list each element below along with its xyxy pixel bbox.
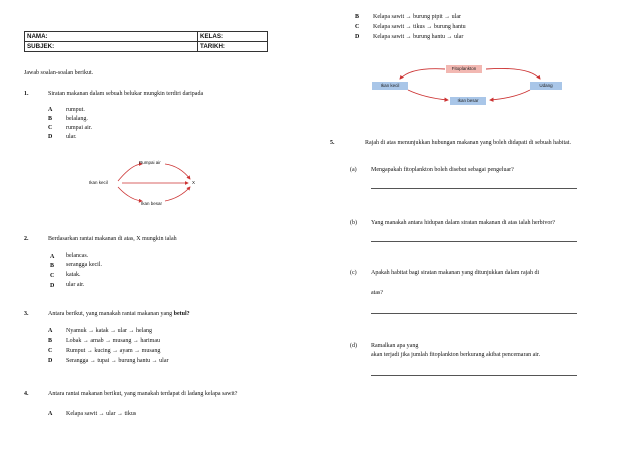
q4-option-letter: A	[48, 411, 53, 417]
q4-option-text: Kelapa sawit → ular → tikus	[66, 411, 137, 417]
q5-diagram-right: Udang	[530, 82, 562, 90]
q3-text: Antara berikut, yang manakah rantai makanan yang betul?	[48, 311, 190, 317]
q1-number: 1.	[24, 91, 29, 97]
q1-diagram-right: X	[192, 180, 196, 185]
q3-option-letter: B	[48, 338, 53, 344]
q3-option-letter: C	[48, 348, 53, 354]
q4-option-text: Kelapa sawit → burung pipit → ular	[373, 14, 461, 20]
q5-diagram-bottom: Ikan besar	[450, 97, 486, 105]
q1-option-text: rumput.	[66, 107, 85, 113]
q4-option-letter: C	[355, 24, 360, 30]
q5d-answer-line[interactable]	[371, 375, 577, 376]
q3-option-letter: A	[48, 328, 53, 334]
q4-option-letter: B	[355, 14, 360, 20]
q1-diagram-top: Rumpai air	[139, 160, 161, 165]
q2-option-text: serangga kecil.	[66, 262, 102, 268]
nama-field: NAMA:	[25, 32, 198, 42]
q5-part-label: (b)	[350, 220, 357, 226]
q5-part-text-cont: akan terjadi jika jumlah fitoplankton berkurang akibat pencemaran air.	[371, 352, 541, 358]
instructions: Jawab soalan-soalan berikut.	[24, 70, 94, 76]
q5-diagram-left: Ikan kecil	[372, 82, 408, 90]
q2-option-text: katak.	[66, 272, 81, 278]
q5-part-text: Yang manakah antara hidupan dalam siratan makanan di atas ialah herbivor?	[371, 220, 555, 226]
tarikh-field: TARIKH:	[198, 42, 268, 52]
q3-option-text: Serangga → tupai → burung hantu → ular	[66, 358, 169, 364]
q3-emphasis: betul?	[173, 311, 190, 317]
q1-option-text: belalang.	[66, 116, 88, 122]
q2-option-letter: B	[50, 263, 55, 269]
q5a-answer-line[interactable]	[371, 188, 577, 189]
q1-option-letter: C	[48, 125, 53, 131]
q2-option-letter: D	[50, 283, 55, 289]
q5-part-label: (d)	[350, 343, 357, 349]
q3-number: 3.	[24, 311, 29, 317]
q2-text: Berdasarkan rantai makanan di atas, X mungkin ialah	[48, 236, 177, 242]
q2-number: 2.	[24, 236, 29, 242]
q1-text: Siratan makanan dalam sebuah belukar mungkin terdiri daripada	[48, 91, 204, 97]
q5-part-text: Apakah habitat bagi siratan makanan yang ditunjukkan dalam rajah di	[371, 270, 540, 276]
q4-option-text: Kelapa sawit → burung hantu → ular	[373, 34, 464, 40]
q4-text: Antara rantai makanan berikut, yang manakah terdapat di ladang kelapa sawit?	[48, 391, 238, 397]
q1-option-letter: B	[48, 116, 53, 122]
kelas-field: KELAS:	[198, 32, 268, 42]
q3-option-letter: D	[48, 358, 53, 364]
q2-option-text: belancas.	[66, 253, 89, 259]
q1-diagram-left: Ikan kecil	[89, 180, 108, 185]
q2-option-letter: A	[50, 254, 55, 260]
q5-text: Rajah di atas menunjukkan hubungan makanan yang boleh didapati di sebuah habitat.	[365, 140, 571, 146]
q3-option-text: Nyamuk → katak → ular → helang	[66, 328, 152, 334]
q5b-answer-line[interactable]	[371, 241, 577, 242]
q5c-answer-line[interactable]	[371, 313, 577, 314]
q5-diagram-top: Fitoplankton	[446, 65, 482, 73]
q5-part-label: (a)	[350, 167, 357, 173]
q4-option-text: Kelapa sawit → tikus → burung hantu	[373, 24, 466, 30]
q5-part-text: Mengapakah fitoplankton boleh disebut sebagai pengeluar?	[371, 167, 514, 173]
q1-option-text: ular.	[66, 134, 77, 140]
subjek-field: SUBJEK:	[25, 42, 198, 52]
q3-option-text: Lobak → arnab → musang → harimau	[66, 338, 160, 344]
q2-option-letter: C	[50, 273, 55, 279]
q4-option-letter: D	[355, 34, 360, 40]
q1-diagram-bottom: Ikan besar	[141, 201, 163, 206]
q5-part-text: Ramalkan apa yang	[371, 343, 419, 349]
q5-part-text-cont: atas?	[371, 290, 383, 296]
q5-part-label: (c)	[350, 270, 357, 276]
q4-number: 4.	[24, 391, 29, 397]
q1-option-letter: A	[48, 107, 53, 113]
q1-option-letter: D	[48, 134, 53, 140]
q1-option-text: rumpai air.	[66, 125, 92, 131]
q5-number: 5.	[330, 140, 335, 146]
q3-option-text: Rumput → kucing → ayam → musang	[66, 348, 161, 354]
q2-option-text: ular air.	[66, 282, 85, 288]
header-table	[24, 31, 268, 52]
